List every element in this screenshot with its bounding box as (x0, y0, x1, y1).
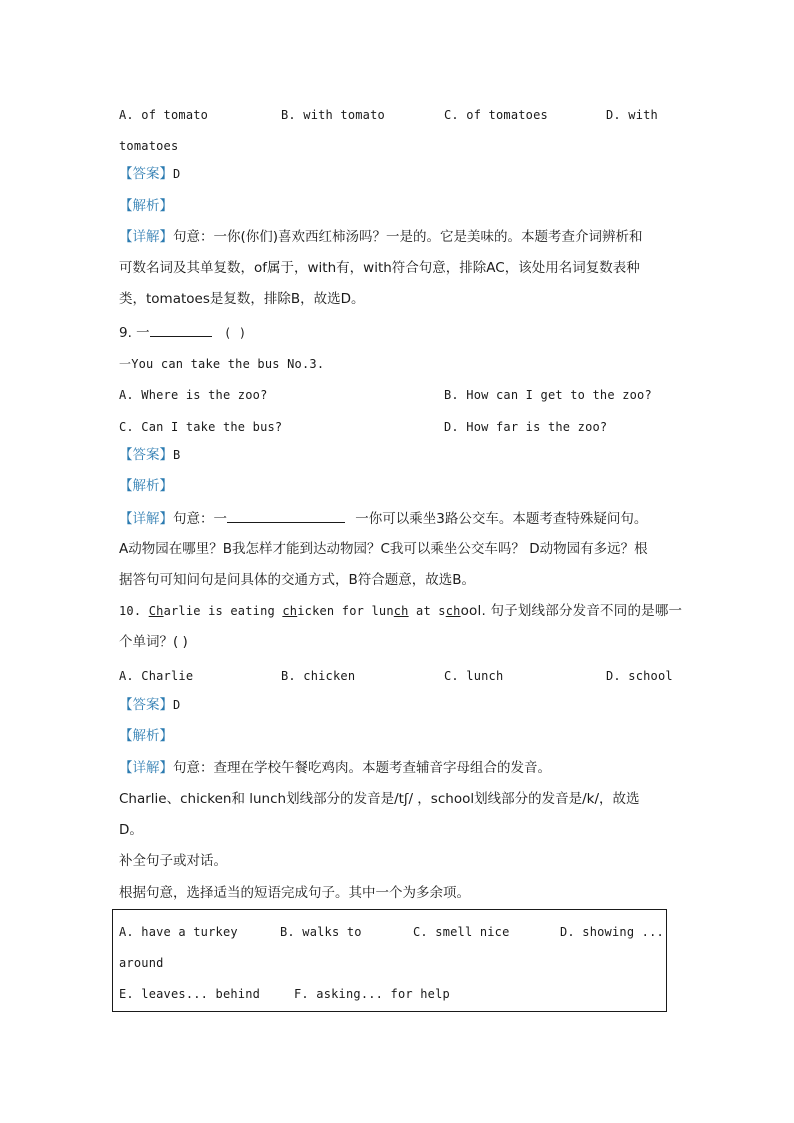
box-option-c: C. smell nice (413, 925, 510, 939)
q10-detail-text-1: 句意：查理在学校午餐吃鸡肉。本题考查辅音字母组合的发音。 (173, 760, 551, 776)
q9-analysis-tag: 【解析】 (119, 478, 173, 494)
box-option-d-continued: around (119, 956, 164, 970)
q8-option-d: D. with (606, 108, 658, 122)
section-instruction: 根据句意，选择适当的短语完成句子。其中一个为多余项。 (119, 885, 470, 901)
answer-value: D (173, 698, 181, 712)
answer-value: B (173, 448, 181, 462)
q9-option-a: A. Where is the zoo? (119, 388, 268, 402)
q8-option-c: C. of tomatoes (444, 108, 548, 122)
q10-option-c: C. lunch (444, 669, 504, 683)
q9-option-b: B. How can I get to the zoo? (444, 388, 652, 402)
q10-detail-line-1 (119, 759, 551, 777)
q9-paren: ( ) (223, 326, 247, 340)
q10-answer (119, 696, 180, 715)
q9-detail-line-3: 据答句可知问句是问具体的交通方式，B符合题意，故选B。 (119, 572, 476, 588)
q9-detail-blank (227, 509, 345, 523)
box-option-a: A. have a turkey (119, 925, 238, 939)
q10-option-a: A. Charlie (119, 669, 194, 683)
q9-detail-line-2: A动物园在哪里？B我怎样才能到达动物园？C我可以乘坐公交车吗？ D动物园有多远？根 (119, 541, 648, 557)
q9-option-c: C. Can I take the bus? (119, 420, 283, 434)
answer-tag: 【答案】 (119, 697, 173, 713)
detail-tag: 【详解】 (119, 229, 173, 245)
q9-blank (150, 323, 212, 337)
q10-stem (119, 602, 682, 620)
section-title: 补全句子或对话。 (119, 853, 227, 869)
q10-option-d: D. school (606, 669, 673, 683)
q10-detail-line-2: Charlie、chicken和 lunch划线部分的发音是/tʃ/ ，school划线部分的发音是/k/，故选 (119, 791, 640, 807)
q10-text-1: arlie is eating (163, 604, 283, 618)
q10-text-2: icken for lun (297, 604, 394, 618)
answer-value: D (173, 167, 181, 181)
q9-detail-pre: 句意：一 (173, 511, 227, 527)
answer-tag: 【答案】 (119, 166, 173, 182)
box-option-b: B. walks to (280, 925, 362, 939)
q9-detail-line-1 (119, 509, 647, 528)
box-option-f: F. asking... for help (294, 987, 450, 1001)
q10-text-3: at s (408, 604, 446, 618)
box-option-d: D. showing ... (560, 925, 664, 939)
q9-answer (119, 446, 180, 465)
q8-option-a: A. of tomato (119, 108, 209, 122)
q8-detail-text-1: 句意：一你(你们)喜欢西红柿汤吗？一是的。它是美味的。本题考查介词辨析和 (173, 229, 643, 245)
q10-stem-line-2: 个单词？( ) (119, 634, 188, 650)
q10-analysis-tag: 【解析】 (119, 728, 173, 744)
q10-text-4: ool. 句子划线部分发音不同的是哪一 (460, 603, 683, 619)
q9-detail-post: 一你可以乘坐3路公交车。本题考查特殊疑问句。 (355, 511, 648, 527)
underlined-ch: ch (393, 604, 409, 618)
q8-analysis-tag: 【解析】 (119, 198, 173, 214)
q8-detail-line-1 (119, 228, 643, 246)
q8-option-b: B. with tomato (281, 108, 385, 122)
q8-detail-line-2: 可数名词及其单复数，of属于，with有，with符合句意，排除AC，该处用名词复数表种 (119, 260, 640, 276)
detail-tag: 【详解】 (119, 760, 173, 776)
q10-detail-line-3: D。 (119, 822, 143, 838)
q10-option-b: B. chicken (281, 669, 356, 683)
underlined-ch: ch (445, 604, 461, 618)
q9-reply: 一You can take the bus No.3. (119, 357, 325, 371)
q9-option-d: D. How far is the zoo? (444, 420, 608, 434)
q8-option-d-continued: tomatoes (119, 139, 179, 153)
answer-tag: 【答案】 (119, 447, 173, 463)
q10-number: 10. (119, 604, 149, 618)
underlined-ch: Ch (148, 604, 164, 618)
q8-detail-line-3: 类，tomatoes是复数，排除B，故选D。 (119, 291, 365, 307)
q9-stem (119, 323, 246, 342)
q9-number: 9. 一 (119, 325, 150, 341)
underlined-ch: ch (282, 604, 298, 618)
box-option-e: E. leaves... behind (119, 987, 261, 1001)
detail-tag: 【详解】 (119, 511, 173, 527)
q8-answer (119, 165, 180, 184)
